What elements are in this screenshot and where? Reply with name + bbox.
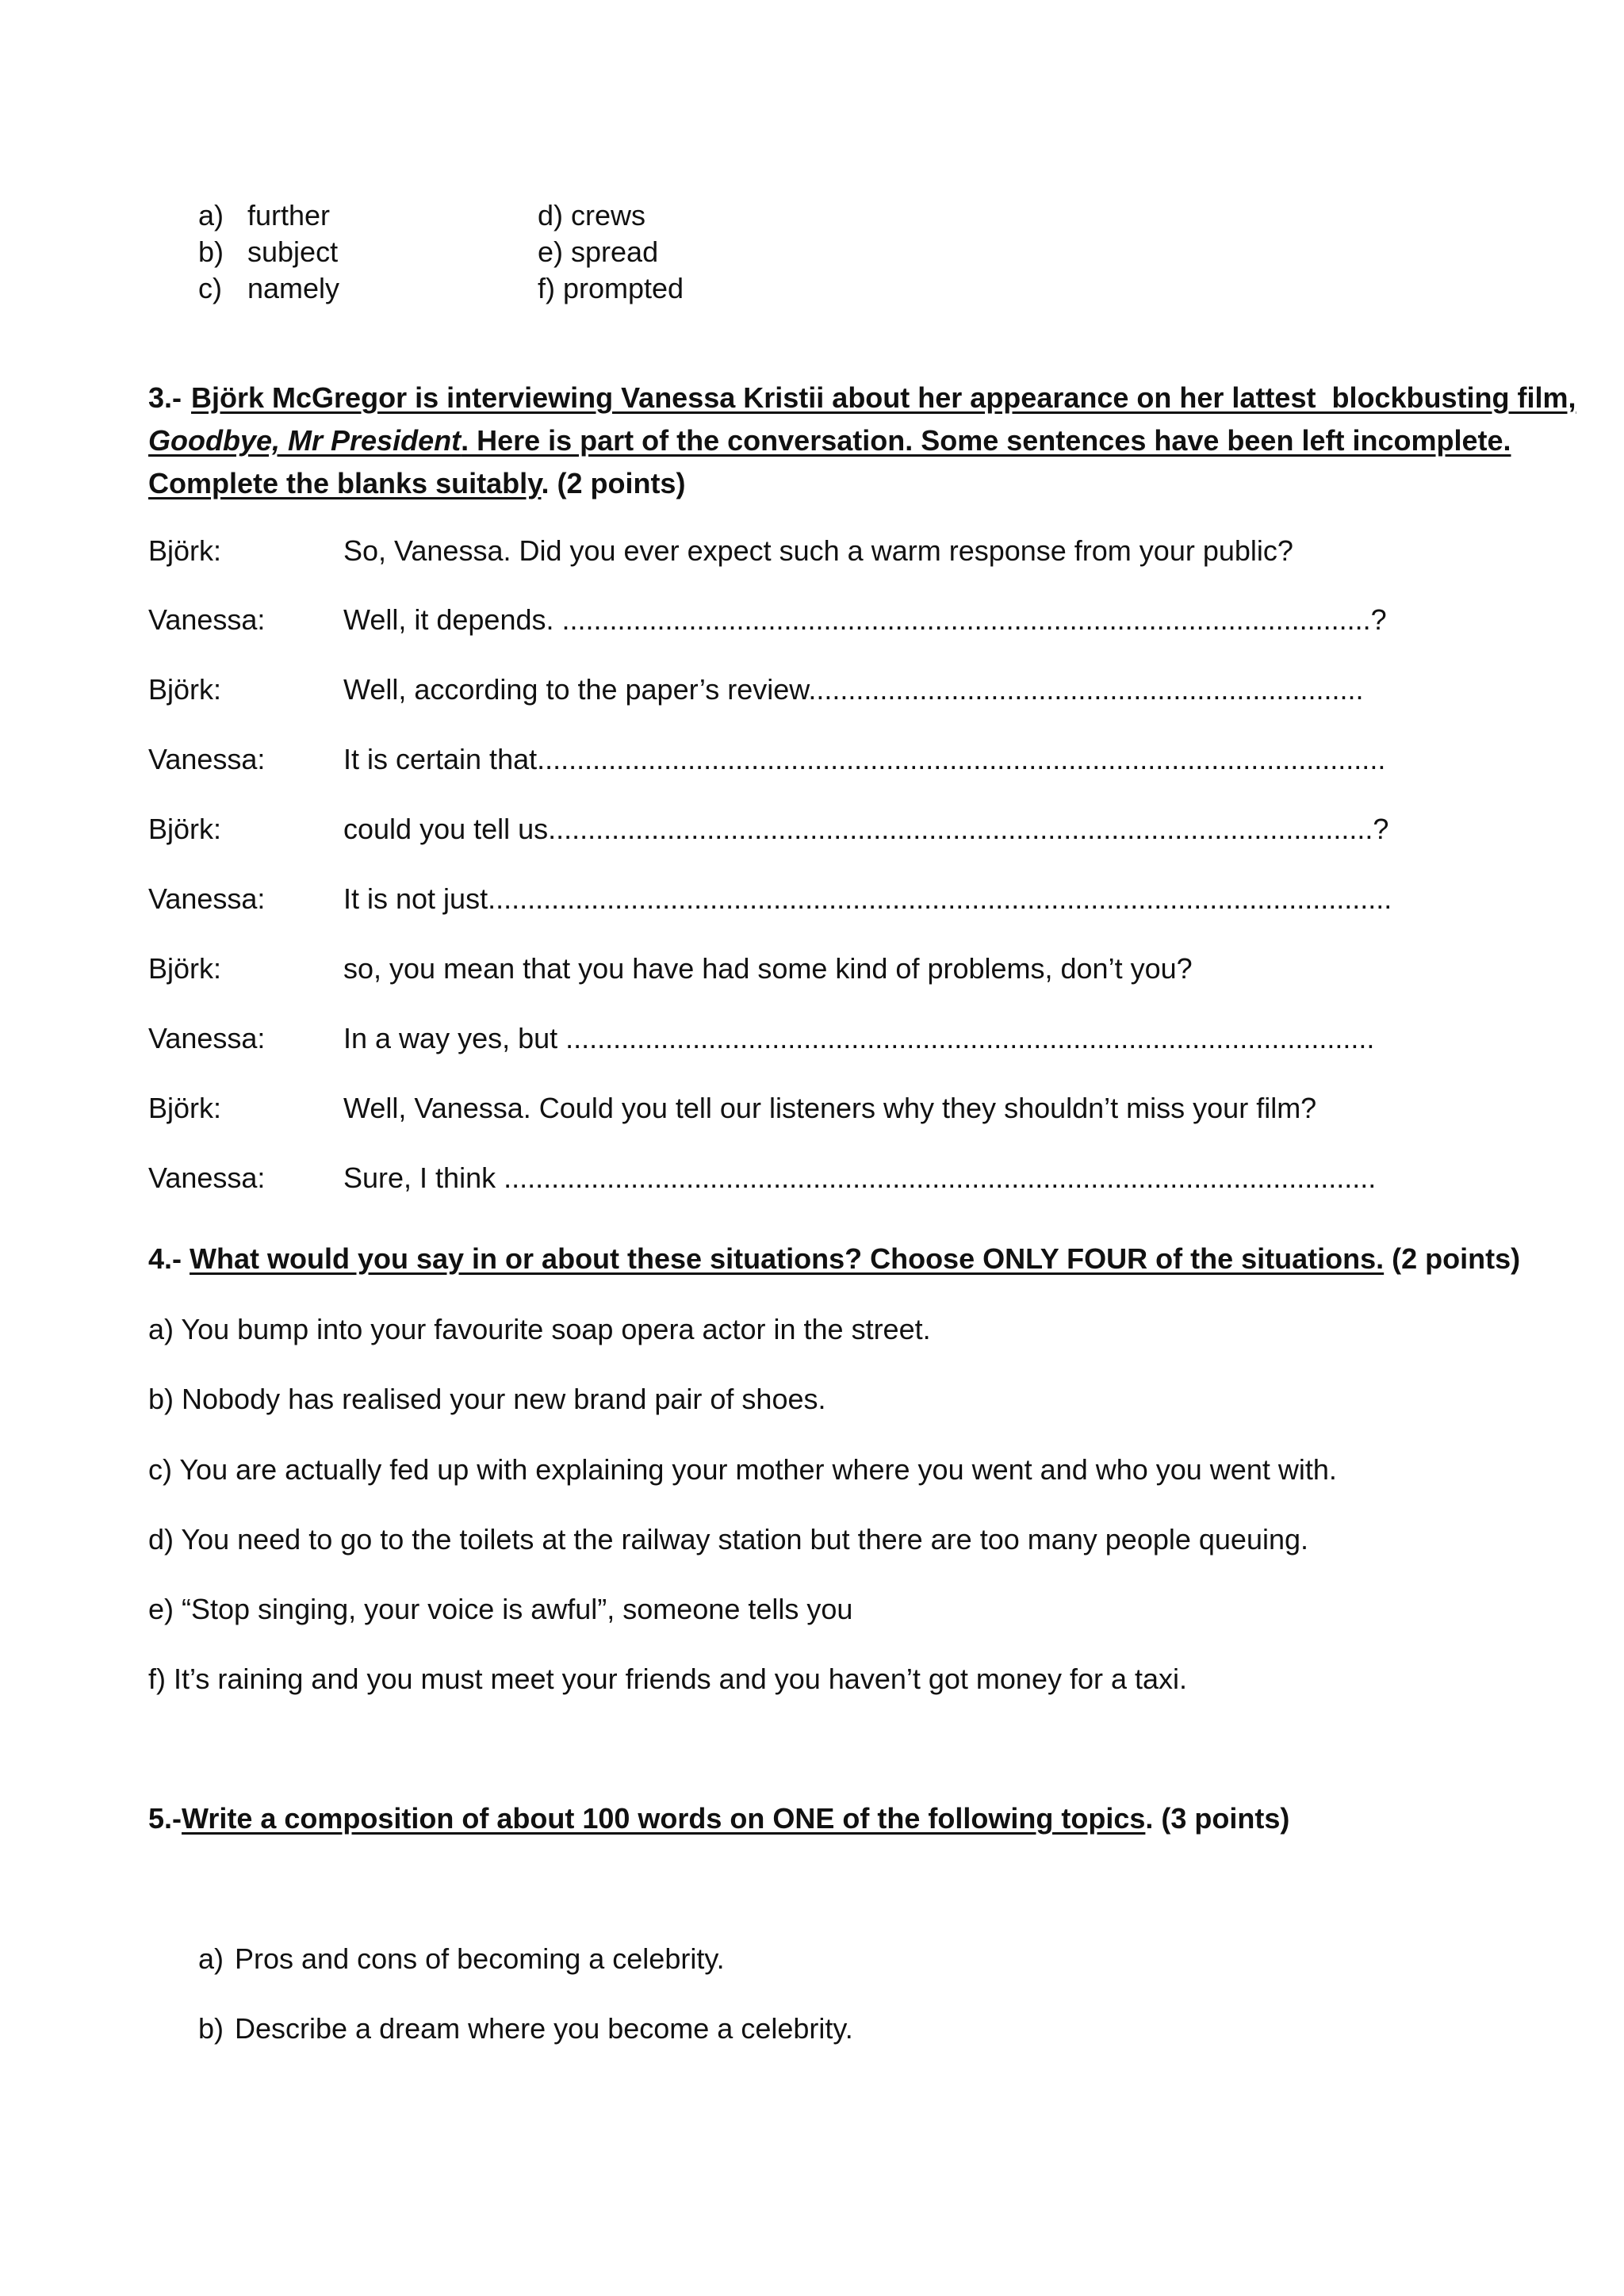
section3-title-line1: Björk McGregor is interviewing Vanessa Kristii about her appearance on her lattest blockbusting film, xyxy=(191,381,1576,414)
section3-heading-line1 xyxy=(148,377,1576,419)
section3-title-line2: . Here is part of the conversation. Some sentences have been left incomplete. xyxy=(461,424,1511,457)
dialogue-speaker: Vanessa: xyxy=(148,743,266,775)
dialogue-speaker: Björk: xyxy=(148,813,222,845)
word-list-item-b: subject xyxy=(247,235,339,268)
film-title: Goodbye, Mr President xyxy=(148,424,462,457)
situation-item: d) You need to go to the toilets at the railway station but there are too many people queuing. xyxy=(148,1523,1309,1556)
dialogue-line: Well, Vanessa. Could you tell our listeners why they shouldn’t miss your film? xyxy=(343,1092,1317,1124)
dialogue-speaker: Vanessa: xyxy=(148,603,266,636)
topic-item: Describe a dream where you become a celebrity. xyxy=(235,2012,853,2045)
dialogue-line: In a way yes, but ...................................................................................................... xyxy=(343,1022,1375,1054)
section5-points: . (3 points) xyxy=(1145,1802,1290,1835)
word-list-item-f: f) prompted xyxy=(538,272,684,304)
situation-item: b) Nobody has realised your new brand pair of shoes. xyxy=(148,1383,826,1415)
section3-title-line3: Complete the blanks suitably xyxy=(148,467,542,499)
section3-heading-line2 xyxy=(148,419,1511,462)
dialogue-line: so, you mean that you have had some kind of problems, don’t you? xyxy=(343,952,1193,985)
topic-item: Pros and cons of becoming a celebrity. xyxy=(235,1942,725,1975)
section5-heading xyxy=(148,1801,1289,1836)
dialogue-speaker: Björk: xyxy=(148,1092,222,1124)
word-list-letter-a: a) xyxy=(198,199,224,232)
dialogue-speaker: Björk: xyxy=(148,673,222,706)
situation-item: f) It’s raining and you must meet your friends and you haven’t got money for a taxi. xyxy=(148,1663,1188,1695)
section5-number: 5.- xyxy=(148,1802,182,1835)
dialogue-speaker: Vanessa: xyxy=(148,882,266,915)
dialogue-line: It is certain that........................................................................................................... xyxy=(343,743,1386,775)
dialogue-speaker: Vanessa: xyxy=(148,1022,266,1054)
dialogue-line: could you tell us........................................................................................................? xyxy=(343,813,1389,845)
word-list-item-d: d) crews xyxy=(538,199,646,232)
dialogue-line: Sure, I think .............................................................................................................. xyxy=(343,1161,1377,1194)
dialogue-speaker: Björk: xyxy=(148,952,222,985)
dialogue-line: So, Vanessa. Did you ever expect such a warm response from your public? xyxy=(343,534,1293,567)
section4-title: What would you say in or about these situations? Choose ONLY FOUR of the situations. xyxy=(190,1242,1385,1275)
dialogue-speaker: Björk: xyxy=(148,534,222,567)
dialogue-line: Well, according to the paper’s review...................................................................... xyxy=(343,673,1364,706)
word-list-item-a: further xyxy=(247,199,331,232)
word-list-item-e: e) spread xyxy=(538,235,659,268)
word-list-letter-c: c) xyxy=(198,272,222,304)
situation-item: c) You are actually fed up with explaining your mother where you went and who you went with. xyxy=(148,1453,1337,1486)
topic-letter: a) xyxy=(198,1942,224,1975)
dialogue-speaker: Vanessa: xyxy=(148,1161,266,1194)
section4-points: (2 points) xyxy=(1392,1242,1521,1275)
section3-heading xyxy=(148,377,1576,505)
section3-number: 3.- xyxy=(148,381,182,414)
section5-title: Write a composition of about 100 words on ONE of the following topics xyxy=(182,1802,1146,1835)
situation-item: e) “Stop singing, your voice is awful”, someone tells you xyxy=(148,1593,853,1625)
dialogue-line: Well, it depends. ......................................................................................................? xyxy=(343,603,1387,636)
word-list-letter-b: b) xyxy=(198,235,224,268)
section4-number: 4.- xyxy=(148,1242,182,1275)
section3-points: . (2 points) xyxy=(541,467,686,499)
topic-letter: b) xyxy=(198,2012,224,2045)
section3-heading-line3 xyxy=(148,462,1487,505)
situation-item: a) You bump into your favourite soap opera actor in the street. xyxy=(148,1313,931,1345)
word-list-item-c: namely xyxy=(247,272,340,304)
section4-heading xyxy=(148,1242,1520,1276)
dialogue-line: It is not just.................................................................................................................. xyxy=(343,882,1392,915)
